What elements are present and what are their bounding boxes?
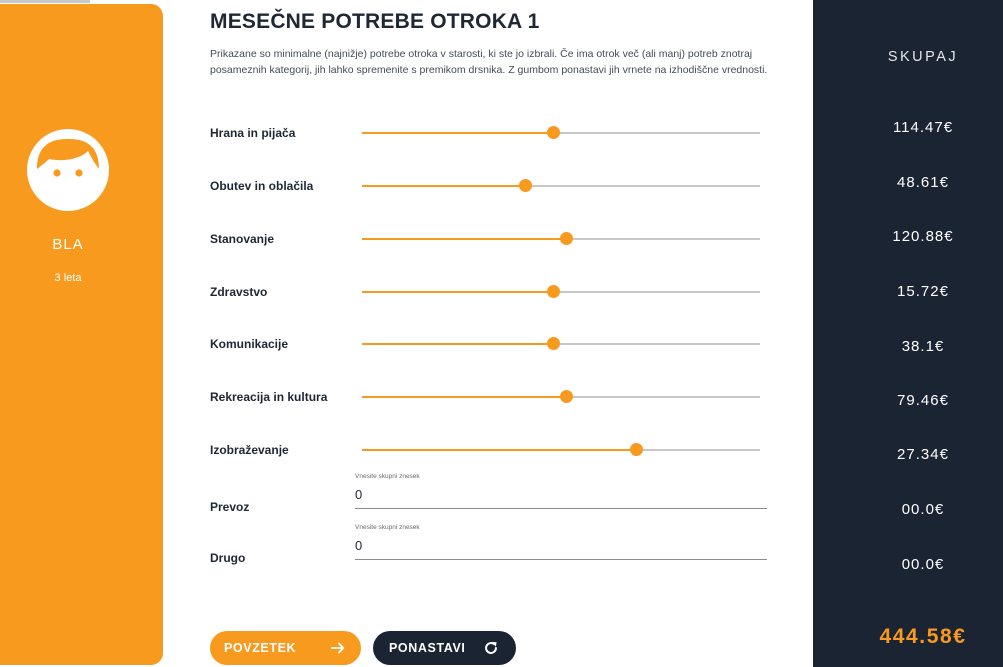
total-drugo: 00.0€ bbox=[901, 556, 945, 573]
category-slider[interactable] bbox=[362, 396, 760, 398]
summary-button[interactable] bbox=[210, 631, 361, 665]
summary-button-label: POVZETEK bbox=[224, 641, 297, 655]
top-strip bbox=[0, 0, 90, 3]
grand-total: 444.58€ bbox=[879, 625, 967, 648]
category-label: Stanovanje bbox=[210, 232, 275, 246]
arrow-right-icon bbox=[329, 639, 347, 657]
category-label: Hrana in pijača bbox=[210, 126, 296, 140]
category-label: Komunikacije bbox=[210, 337, 289, 351]
category-row-izobrazevanje bbox=[210, 435, 770, 465]
category-label: Obutev in oblačila bbox=[210, 179, 314, 193]
category-slider[interactable] bbox=[362, 238, 760, 240]
child-card bbox=[0, 4, 163, 665]
input-label: Drugo bbox=[210, 551, 246, 565]
main-panel bbox=[163, 0, 813, 667]
slider-thumb[interactable] bbox=[560, 232, 573, 245]
category-label: Izobraževanje bbox=[210, 443, 289, 457]
category-row-komunikacije bbox=[210, 329, 770, 359]
total-izobrazevanje: 27.34€ bbox=[897, 446, 949, 463]
category-label: Rekreacija in kultura bbox=[210, 390, 328, 404]
slider-fill bbox=[362, 343, 553, 345]
slider-thumb[interactable] bbox=[547, 337, 560, 350]
amount-field-drugo bbox=[355, 524, 767, 560]
slider-thumb[interactable] bbox=[547, 126, 560, 139]
input-caption: Vnesite skupni znesek bbox=[355, 473, 420, 480]
slider-fill bbox=[362, 449, 637, 451]
category-row-hrana bbox=[210, 118, 770, 148]
child-face-icon bbox=[27, 129, 109, 211]
category-slider[interactable] bbox=[362, 449, 760, 451]
total-stanovanje: 120.88€ bbox=[892, 228, 954, 245]
total-hrana: 114.47€ bbox=[892, 119, 954, 136]
slider-thumb[interactable] bbox=[630, 443, 643, 456]
prevoz-amount-input[interactable] bbox=[355, 483, 767, 505]
category-slider[interactable] bbox=[362, 185, 760, 187]
page-description: Prikazane so minimalne (najnižje) potrebe otroka v starosti, ki ste jo izbrali. Če ima otrok več (ali manj) potreb znotraj posameznih kategorij, jih lahko spremenite s premikom drsnika. Z gumbom ponastavi jih vrnete na izhodiščne vrednosti. bbox=[210, 48, 768, 76]
category-row-rekreacija bbox=[210, 382, 770, 412]
child-age: 3 leta bbox=[54, 272, 82, 284]
page-title: MESEČNE POTREBE OTROKA 1 bbox=[210, 10, 540, 33]
category-slider[interactable] bbox=[362, 291, 760, 293]
category-slider[interactable] bbox=[362, 132, 760, 134]
category-label: Zdravstvo bbox=[210, 285, 268, 299]
total-rekreacija: 79.46€ bbox=[897, 392, 949, 409]
amount-field-prevoz bbox=[355, 473, 767, 509]
slider-thumb[interactable] bbox=[547, 285, 560, 298]
totals-title: SKUPAJ bbox=[887, 49, 959, 65]
total-komunikacije: 38.1€ bbox=[901, 338, 945, 355]
slider-thumb[interactable] bbox=[519, 179, 532, 192]
category-slider[interactable] bbox=[362, 343, 760, 345]
slider-fill bbox=[362, 396, 567, 398]
total-zdravstvo: 15.72€ bbox=[897, 283, 949, 300]
category-row-zdravstvo bbox=[210, 277, 770, 307]
drugo-amount-input[interactable] bbox=[355, 534, 767, 556]
reset-button[interactable] bbox=[373, 631, 516, 665]
category-row-stanovanje bbox=[210, 224, 770, 254]
total-obutev: 48.61€ bbox=[897, 174, 949, 191]
slider-fill bbox=[362, 238, 567, 240]
category-row-obutev bbox=[210, 171, 770, 201]
total-prevoz: 00.0€ bbox=[901, 501, 945, 518]
child-name: BLA bbox=[52, 236, 84, 253]
slider-fill bbox=[362, 185, 525, 187]
slider-thumb[interactable] bbox=[560, 390, 573, 403]
slider-fill bbox=[362, 291, 553, 293]
slider-fill bbox=[362, 132, 553, 134]
input-caption: Vnesite skupni znesek bbox=[355, 524, 420, 531]
refresh-icon bbox=[482, 639, 500, 657]
input-row-drugo bbox=[210, 524, 770, 567]
input-label: Prevoz bbox=[210, 500, 250, 514]
reset-button-label: PONASTAVI bbox=[389, 641, 466, 655]
totals-panel bbox=[813, 0, 1003, 667]
input-row-prevoz bbox=[210, 473, 770, 516]
